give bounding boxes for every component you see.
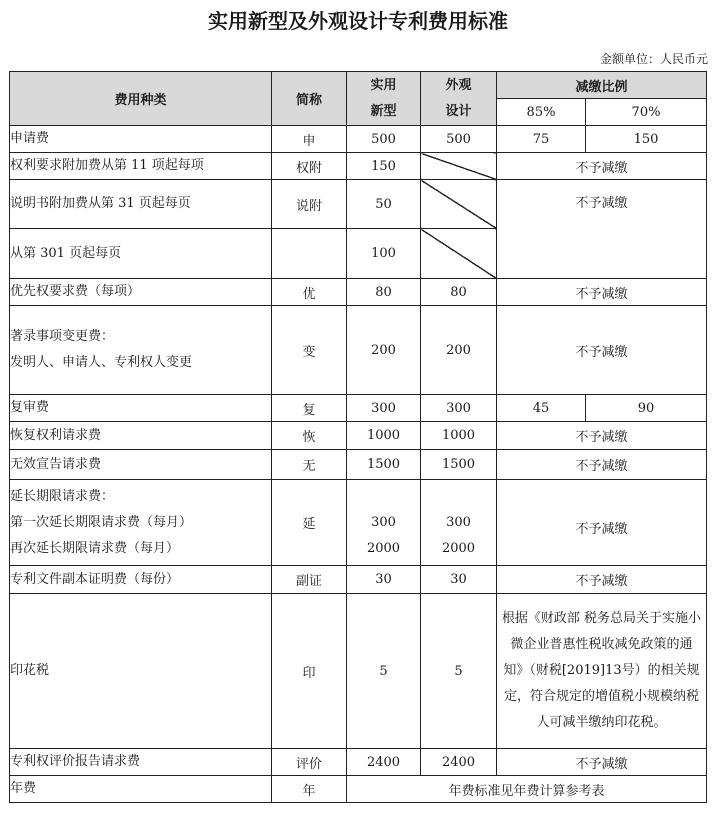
header-abbr: 简称: [272, 72, 347, 126]
design-amount-first: 300: [446, 514, 471, 530]
fee-abbr: 复: [272, 395, 347, 422]
utility-amount: 150: [347, 153, 421, 180]
not-applicable-cell: [421, 180, 497, 229]
fee-name-line: 再次延长期限请求费（每月）: [10, 540, 180, 556]
no-reduction: 不予减缴: [497, 749, 707, 776]
fee-name: 专利权评价报告请求费: [10, 749, 272, 776]
utility-amount: 1000: [347, 422, 421, 450]
no-reduction: 不予减缴: [497, 480, 707, 566]
reduction-70-amount: 90: [586, 395, 707, 422]
not-applicable-cell: [421, 229, 497, 279]
utility-amount-first: 300: [371, 514, 396, 530]
utility-amount: [347, 480, 421, 566]
utility-amount: 1500: [347, 450, 421, 480]
design-amount: 1500: [421, 450, 497, 480]
header-70-percent: 70%: [586, 99, 707, 126]
design-amount: 30: [421, 566, 497, 594]
header-reduction-ratio: 减缴比例: [497, 72, 707, 99]
fee-name: 恢复权利请求费: [10, 422, 272, 450]
table-row: [10, 126, 707, 153]
fee-name-line: 发明人、申请人、专利权人变更: [10, 355, 193, 370]
fee-abbr: 权附: [272, 153, 347, 180]
fee-abbr: 说附: [272, 180, 347, 229]
no-reduction: 不予减缴: [497, 279, 707, 306]
table-row: [10, 180, 707, 229]
utility-amount: 100: [347, 229, 421, 279]
header-design: [421, 72, 497, 126]
fee-name: 说明书附加费从第 31 页起每页: [10, 180, 272, 229]
utility-amount: 80: [347, 279, 421, 306]
no-reduction: 不予减缴: [497, 450, 707, 480]
stamp-tax-note-cell: [497, 594, 707, 749]
fee-abbr: 无: [272, 450, 347, 480]
no-reduction: 不予减缴: [497, 566, 707, 594]
utility-amount: 300: [347, 395, 421, 422]
fee-name-line: 著录事项变更费：: [10, 329, 115, 344]
fee-abbr: 申: [272, 126, 347, 153]
fee-name: 专利文件副本证明费（每份）: [10, 566, 272, 594]
utility-amount: 5: [347, 594, 421, 749]
fee-name-line: 第一次延长期限请求费（每月）: [10, 514, 193, 530]
header-design-line2: 设计: [445, 103, 472, 119]
reduction-70-amount: 150: [586, 126, 707, 153]
utility-amount: 200: [347, 306, 421, 395]
header-85-percent: 85%: [497, 99, 586, 126]
design-amount: 300: [421, 395, 497, 422]
design-amount: 2400: [421, 749, 497, 776]
fee-abbr: 恢: [272, 422, 347, 450]
header-design-line1: 外观: [445, 77, 472, 93]
fee-name: 优先权要求费（每项）: [10, 279, 272, 306]
fee-abbr: 优: [272, 279, 347, 306]
table-row: [10, 306, 707, 395]
stamp-tax-note: 根据《财政部 税务总局关于实施小微企业普惠性税收减免政策的通知》（财税[2019]13号）的相关规定，符合规定的增值税小规模纳税人可减半缴纳印花税。: [501, 611, 702, 730]
header-utility-line1: 实用: [370, 77, 397, 93]
no-reduction: 不予减缴: [497, 422, 707, 450]
reduction-85-amount: 75: [497, 126, 586, 153]
fee-name-line: 延长期限请求费：: [10, 488, 115, 504]
table-row: [10, 422, 707, 450]
fee-name: 印花税: [10, 594, 272, 749]
currency-unit-label: 金额单位：人民币元: [599, 52, 708, 66]
utility-amount: 500: [347, 126, 421, 153]
design-amount-again: 2000: [441, 540, 476, 556]
design-amount: 80: [421, 279, 497, 306]
fee-name: 年费: [10, 776, 272, 803]
fee-name: 复审费: [10, 395, 272, 422]
table-row: [10, 480, 707, 566]
table-row: [10, 749, 707, 776]
fee-name: 权利要求附加费从第 11 项起每项: [10, 153, 272, 180]
table-row: [10, 450, 707, 480]
fee-abbr-empty: [272, 229, 347, 279]
header-row: [10, 72, 707, 99]
fee-name: 无效宣告请求费: [10, 450, 272, 480]
no-reduction: 不予减缴: [497, 306, 707, 395]
design-amount: [421, 480, 497, 566]
table-row: [10, 776, 707, 803]
fee-abbr: 变: [272, 306, 347, 395]
fee-abbr: 延: [272, 480, 347, 566]
design-amount: 1000: [421, 422, 497, 450]
fee-name: 从第 301 页起每页: [10, 229, 272, 279]
fee-name: [10, 480, 272, 566]
table-row: [10, 279, 707, 306]
annual-fee-note: 年费标准见年费计算参考表: [347, 776, 707, 803]
fee-abbr: 印: [272, 594, 347, 749]
design-amount: 5: [421, 594, 497, 749]
not-applicable-cell: [421, 153, 497, 180]
header-fee-type: 费用种类: [10, 72, 272, 126]
fee-name: 申请费: [10, 126, 272, 153]
design-amount: 200: [421, 306, 497, 395]
reduction-85-amount: 45: [497, 395, 586, 422]
no-reduction: 不予减缴: [497, 180, 707, 279]
utility-amount: 30: [347, 566, 421, 594]
fee-name: [10, 306, 272, 395]
header-utility-model: [347, 72, 421, 126]
table-row: [10, 153, 707, 180]
utility-amount: 50: [347, 180, 421, 229]
utility-amount-again: 2000: [366, 540, 401, 556]
fee-abbr: 副证: [272, 566, 347, 594]
design-amount: 500: [421, 126, 497, 153]
fee-abbr: 年: [272, 776, 347, 803]
table-row: [10, 566, 707, 594]
utility-amount: 2400: [347, 749, 421, 776]
fee-abbr: 评价: [272, 749, 347, 776]
no-reduction: 不予减缴: [497, 153, 707, 180]
page-title: 实用新型及外观设计专利费用标准: [208, 9, 508, 33]
fee-table: [9, 71, 707, 803]
table-row: [10, 395, 707, 422]
table-row: [10, 594, 707, 749]
header-utility-line2: 新型: [370, 103, 397, 119]
